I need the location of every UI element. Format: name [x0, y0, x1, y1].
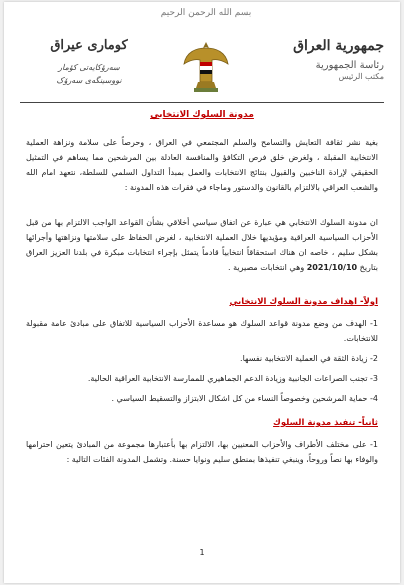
letterhead-left — [34, 38, 144, 85]
document-title: مدونة السلوك الانتخابي — [150, 110, 254, 120]
implementation-paragraph: 1- على مختلف الأطراف والأحزاب المعنيين بها، الالتزام بها بأعتبارها مجموعة من المبادئ يتعين احترامها والوفاء بها نصاً وروحاً، وينبغي تنفيذها بمنطق سليم ونوايا حسنة. وتشمل المدونة الفئات التالية : — [26, 440, 378, 464]
header-divider — [20, 102, 384, 103]
basmala: بسم الله الرحمن الرحيم — [160, 8, 252, 18]
second-paragraph-text: ان مدونة السلوك الانتخابي هي عبارة عن اتفاق سياسي أخلاقي بشأن القواعد الواجب الالتزام بها من قبل الأحزاب السياسية العراقية ومؤيديها خلال العملية الانتخابية ، لغرض الحفاظ على سلامتها ونزاهتها وأجرائها بشكل سليم ، خاصه ان هناك استحقاقاً انتخابياً قادماً يتمثل بإجراء انتخابات مبكرة في بلدنا العزيز العراق بتاريخ — [26, 218, 378, 272]
second-paragraph-end: وهي انتخابات مصيرية . — [228, 263, 305, 272]
document-body — [26, 108, 378, 472]
org-name-kurdish: كومارى عيراق — [50, 38, 128, 53]
objective-item: 4- حماية المرشحين وخصوصاً النساء من كل اشكال الابتزاز والتسقيط السياسي . — [111, 394, 378, 403]
kurdish-subtitle-2: نووسینگەی سەرۆک — [56, 76, 122, 85]
kurdish-subtitle-1: سەرۆکایەتی کۆمار — [58, 63, 120, 72]
document-page — [4, 2, 400, 583]
election-date: 2021/10/10 — [306, 263, 358, 272]
iraq-eagle-emblem-icon — [182, 38, 230, 96]
objective-item: 1- الهدف من وضع مدونة قواعد السلوك هو مساعدة الأحزاب السياسية للاتفاق على مبادئ عامة مقبولة للانتخابات. — [26, 319, 378, 343]
section-heading-objectives: اولاً- اهداف مدونة السلوك الانتخابي — [229, 297, 378, 307]
office-name-arabic: مكتب الرئيس — [338, 72, 384, 81]
letterhead-right — [264, 38, 384, 81]
objective-item: 3- تجنب الصراعات الجانبية وزيادة الدعم الجماهيري للممارسة الانتخابية العراقية الحالية. — [87, 374, 378, 383]
section-heading-implementation: ثانياً- تنفيذ مدونة السلوك — [273, 418, 378, 428]
objective-item: 2- زيادة الثقة في العملية الانتخابية نفسها. — [240, 354, 378, 363]
second-paragraph — [26, 215, 378, 275]
page-number: 1 — [199, 548, 205, 557]
department-name-arabic: رئاسة الجمهورية — [315, 60, 384, 71]
org-name-arabic: جمهورية العراق — [293, 38, 384, 54]
intro-paragraph: بغية نشر ثقافة التعايش والتسامح والسلم المجتمعي في العراق ، وحرصاً على سلامة ونزاهة العملية الانتخابية المقبلة ، ولغرض خلق فرص التكافؤ والمنافسة العادلة بين المرشحين مما يساهم في التمثيل الحقيقي لإرادة الناخبين والقبول بنتائج الانتخابات والعمل بمبدأ التداول السلمي للسلطة، نتعهد امام الله والشعب العراقي بالالتزام بالقانون والدستور وماجاء في فقرات هذه المدونة : — [26, 138, 378, 192]
